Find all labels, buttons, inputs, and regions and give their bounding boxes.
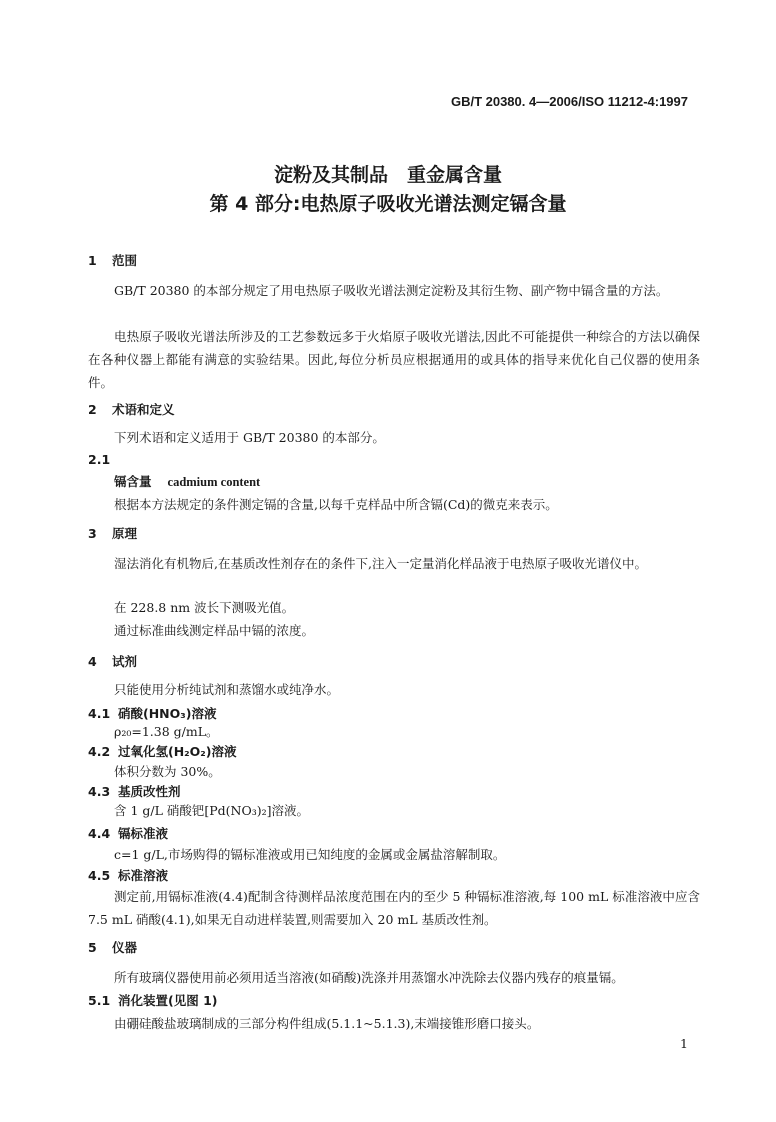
apparatus-intro: 所有玻璃仪器使用前必须用适当溶液(如硝酸)洗涤并用蒸馏水冲洗除去仪器内残存的痕量镉。 <box>114 970 624 985</box>
scope-paragraph-1: GB/T 20380 的本部分规定了用电热原子吸收光谱法测定淀粉及其衍生物、副产物中镉含量的方法。 <box>114 283 669 298</box>
principle-line-1: 在 228.8 nm 波长下测吸光值。 <box>114 600 295 615</box>
section-number: 2 <box>88 402 97 417</box>
section-number: 1 <box>88 253 97 268</box>
section-number: 3 <box>88 526 97 541</box>
section-2-heading <box>88 400 175 418</box>
item-4-4-text: c=1 g/L,市场购得的镉标准液或用已知纯度的金属或金属盐溶解制取。 <box>114 847 506 862</box>
terms-intro: 下列术语和定义适用于 GB/T 20380 的本部分。 <box>114 430 385 445</box>
section-3-heading <box>88 524 137 542</box>
item-4-5-text: 测定前,用镉标准液(4.4)配制含待测样品浓度范围在内的至少 5 种镉标准溶液,每 100 mL 标准溶液中应含 7.5 mL 硝酸(4.1),如果无自动进样装置,则需要加入 20 mL 基质改性剂。 <box>88 889 700 927</box>
item-title: 基质改性剂 <box>118 784 181 799</box>
item-4-1-heading: 4.1 硝酸(HNO₃)溶液 <box>88 706 217 721</box>
section-title: 仪器 <box>112 940 138 955</box>
term-definition: 根据本方法规定的条件测定镉的含量,以每千克样品中所含镉(Cd)的微克来表示。 <box>114 497 558 512</box>
item-5-1-heading: 5.1 消化装置(见图 1) <box>88 993 218 1008</box>
scope-paragraph-2: 电热原子吸收光谱法所涉及的工艺参数远多于火焰原子吸收光谱法,因此不可能提供一种综合的方法以确保在各种仪器上都能有满意的实验结果。因此,每位分析员应根据通用的或具体的指导来优化自己仪器的使用条件。 <box>88 329 700 390</box>
item-5-1-text: 由硼硅酸盐玻璃制成的三部分构件组成(5.1.1~5.1.3),末端接锥形磨口接头。 <box>114 1016 540 1031</box>
item-4-5-heading: 4.5 标准溶液 <box>88 868 169 883</box>
item-4-2-text: 体积分数为 30%。 <box>114 764 221 779</box>
standard-code: GB/T 20380. 4—2006/ISO 11212-4:1997 <box>450 94 688 109</box>
section-4-heading <box>88 652 137 670</box>
item-4-3-heading: 4.3 基质改性剂 <box>88 784 181 799</box>
term-entry <box>114 472 260 490</box>
item-title: 镉标准液 <box>118 826 169 841</box>
section-title: 范围 <box>112 253 138 268</box>
item-4-2-heading: 4.2 过氧化氢(H₂O₂)溶液 <box>88 744 237 759</box>
document-title-line2: 第 4 部分:电热原子吸收光谱法测定镉含量 <box>209 193 567 215</box>
principle-line-2: 通过标准曲线测定样品中镉的浓度。 <box>114 623 315 638</box>
section-number: 5 <box>88 940 97 955</box>
subsection-2-1-number: 2.1 <box>88 452 111 467</box>
item-title: 标准溶液 <box>118 868 169 883</box>
item-4-3-text: 含 1 g/L 硝酸钯[Pd(NO₃)₂]溶液。 <box>114 803 310 818</box>
section-title: 试剂 <box>112 654 138 669</box>
section-title: 术语和定义 <box>112 402 175 417</box>
item-title: 过氧化氢(H₂O₂)溶液 <box>118 744 237 759</box>
term-en: cadmium content <box>167 475 261 489</box>
reagents-intro: 只能使用分析纯试剂和蒸馏水或纯净水。 <box>114 682 340 697</box>
principle-paragraph: 湿法消化有机物后,在基质改性剂存在的条件下,注入一定量消化样品液于电热原子吸收光谱仪中。 <box>114 556 647 571</box>
item-title: 硝酸(HNO₃)溶液 <box>118 706 217 721</box>
section-1-heading <box>88 251 137 269</box>
section-title: 原理 <box>112 526 138 541</box>
item-4-1-text: ρ₂₀=1.38 g/mL。 <box>114 724 219 739</box>
page-number: 1 <box>680 1036 688 1051</box>
section-5-heading <box>88 938 137 956</box>
term-zh: 镉含量 <box>114 474 152 489</box>
document-title-line1: 淀粉及其制品 重金属含量 <box>273 164 502 186</box>
item-4-4-heading: 4.4 镉标准液 <box>88 826 169 841</box>
section-number: 4 <box>88 654 97 669</box>
item-title: 消化装置(见图 1) <box>118 993 218 1008</box>
